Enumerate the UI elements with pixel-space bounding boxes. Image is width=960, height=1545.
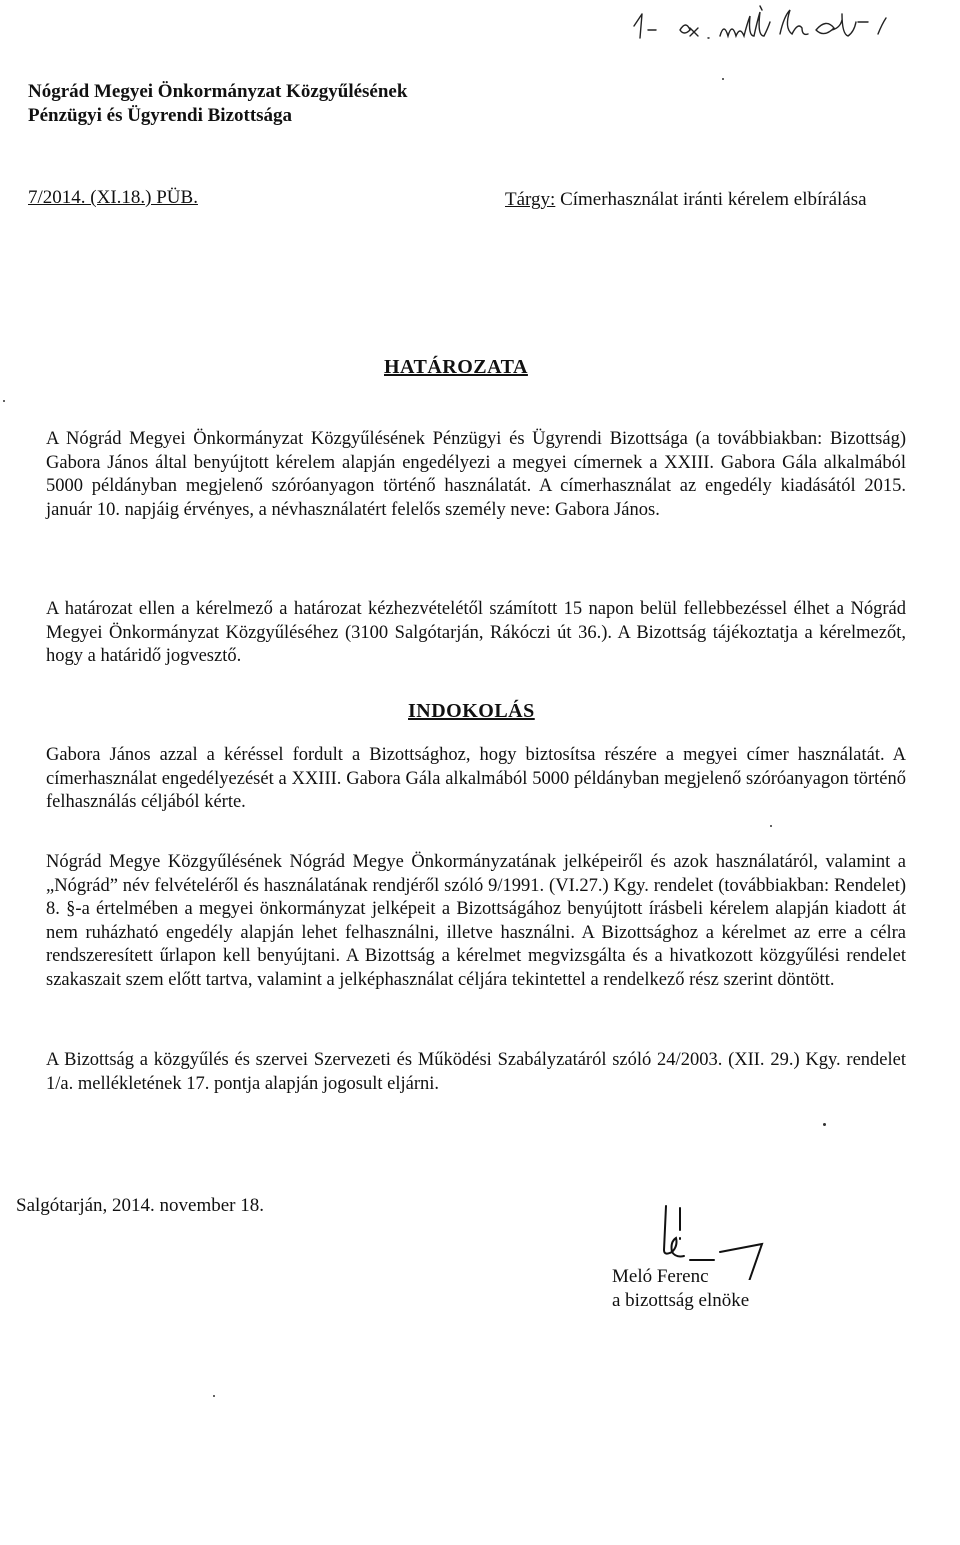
scan-speck (823, 1123, 826, 1126)
scan-speck (3, 400, 5, 402)
decision-paragraph-2: A határozat ellen a kérelmező a határozat kézhezvételétől számított 15 napon belül fellebbezéssel élhet a Nógrád Megyei Önkormányzat Közgyűléséhez (3100 Salgótarján, Rákóczi út 36.). A Bizottság tájékoztatja a kérelmezőt, hogy a határidő jogvesztő. (46, 599, 906, 666)
subject-label: Tárgy: (505, 189, 556, 210)
org-line-2: Pénzügyi és Ügyrendi Bizottsága (28, 105, 293, 126)
signer-name: Meló Ferenc (612, 1266, 709, 1287)
subject-text: Címerhasználat iránti kérelem elbírálása (555, 189, 867, 210)
subject-block (505, 187, 925, 212)
place-date: Salgótarján, 2014. november 18. (16, 1195, 265, 1216)
reference-number-text: 7/2014. (XI.18.) PÜB. (28, 187, 198, 208)
scan-speck (213, 1395, 215, 1397)
signer-title: a bizottság elnöke (612, 1290, 750, 1311)
decision-paragraph-1: A Nógrád Megyei Önkormányzat Közgyűlésének Pénzügyi és Ügyrendi Bizottsága (a továbbiakban: Bizottság) Gabora János által benyújtott kérelem alapján engedélyezi a megyei címernek a XXIII. Gabora Gála alkalmából 5000 példányban megjelenő szóróanyagon történő használatát. A címerhasználat az engedély kiadásától 2015. január 10. napjáig érvényes, a névhasználatért felelős személy neve: Gabora János. (46, 429, 906, 520)
reasoning-paragraph-2: Nógrád Megye Közgyűlésének Nógrád Megye Önkormányzatának jelképeiről és azok használatáról, valamint a „Nógrád” név felvételéről és használatának rendjéről szóló 9/1991. (VI.27.) Kgy. rendelet (továbbiakban: Rendelet) 8. §-a értelmében a megyei önkormányzat jelképeit a Bizottságához benyújtott írásbeli kérelem alapján kiadott át nem ruházható engedély alapján lehet felhasználni, illetve használni. A Bizottsághoz a kérelmet az erre a célra rendszeresített űrlapon kell benyújtani. A Bizottság a kérelmet megvizsgálta és a hivatkozott közgyűlési rendelet szakaszait szem előtt tartva, valamint a jelképhasználat céljára tekintettel a rendelkező rész szerint döntött. (46, 852, 906, 990)
signer-block (612, 1265, 749, 1313)
reasoning-paragraph-3: A Bizottság a közgyűlés és szervei Szervezeti és Működési Szabályzatáról szóló 24/2003. (XII. 29.) Kgy. rendelet 1/a. mellékletének 17. pontja alapján jogosult eljárni. (46, 1050, 906, 1094)
organization-name (28, 80, 407, 128)
reasoning-paragraph-1: Gabora János azzal a kéréssel fordult a Bizottsághoz, hogy biztosítsa részére a megyei címer használatát. A címerhasználat engedélyezését a XXIII. Gabora Gála alkalmából 5000 példányban megjelenő szóróanyagon történő felhasználás céljából kérte. (46, 745, 906, 812)
reference-number (28, 187, 198, 209)
reasoning-heading: INDOKOLÁS (408, 700, 535, 722)
handwritten-note (620, 0, 930, 50)
scan-speck (722, 78, 724, 80)
decision-heading: HATÁROZATA (384, 356, 528, 378)
scan-speck (770, 825, 772, 827)
org-line-1: Nógrád Megyei Önkormányzat Közgyűlésének (28, 81, 408, 102)
